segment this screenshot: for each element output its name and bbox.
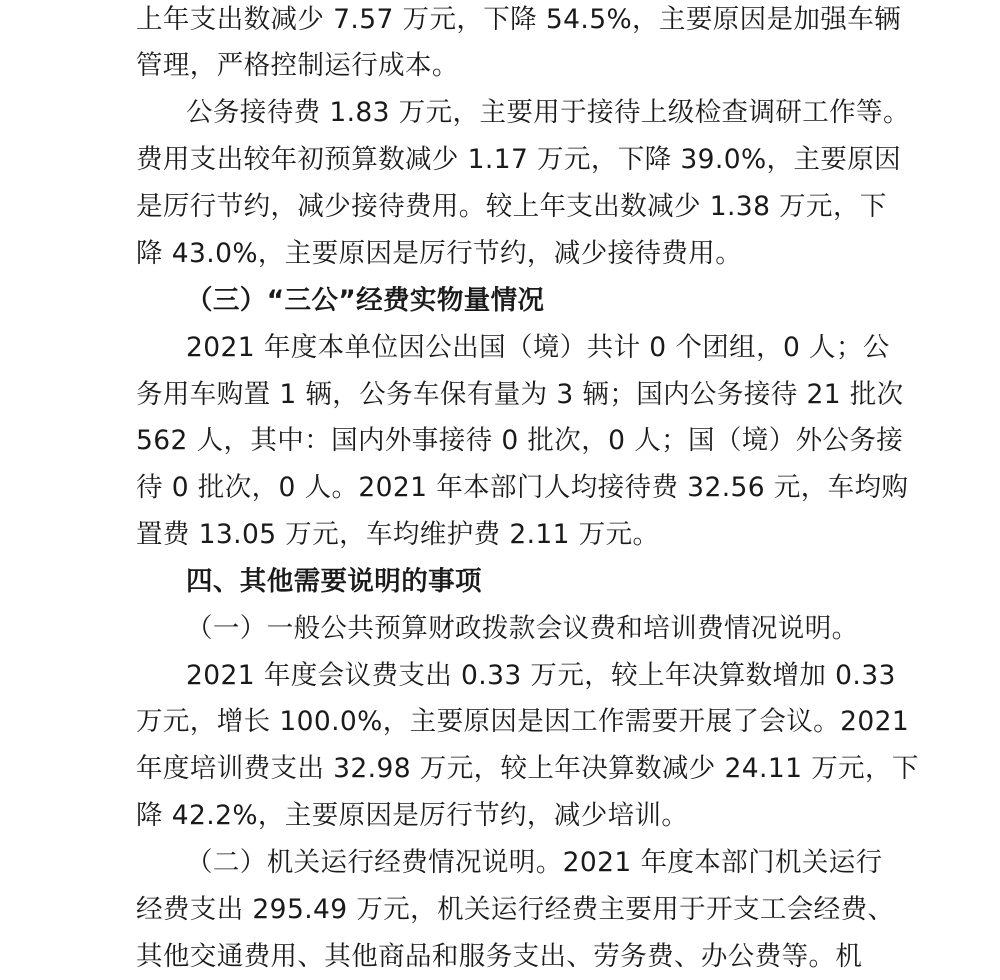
paragraph-line: 费用支出较年初预算数减少 1.17 万元，下降 39.0%，主要原因 [136, 144, 902, 175]
paragraph-line: 降 42.2%，主要原因是厉行节约，减少培训。 [136, 800, 689, 831]
paragraph-line: 年度培训费支出 32.98 万元，较上年决算数减少 24.11 万元，下 [136, 753, 919, 784]
paragraph-line: 2021 年度本单位因公出国（境）共计 0 个团组，0 人；公 [186, 332, 890, 363]
paragraph-line: 上年支出数减少 7.57 万元，下降 54.5%，主要原因是加强车辆 [136, 4, 902, 35]
paragraph-line: 经费支出 295.49 万元，机关运行经费主要用于开支工会经费、 [136, 894, 895, 925]
paragraph-line: 562 人，其中：国内外事接待 0 批次，0 人；国（境）外公务接 [136, 425, 904, 456]
paragraph-line: 公务接待费 1.83 万元，主要用于接待上级检查调研工作等。 [186, 97, 910, 128]
paragraph-line: 是厉行节约，减少接待费用。较上年支出数减少 1.38 万元，下 [136, 191, 887, 222]
paragraph-line: 降 43.0%，主要原因是厉行节约，减少接待费用。 [136, 238, 743, 269]
paragraph-line: 务用车购置 1 辆，公务车保有量为 3 辆；国内公务接待 21 批次 [136, 379, 904, 410]
paragraph-line: 置费 13.05 万元，车均维护费 2.11 万元。 [136, 519, 660, 550]
paragraph-line: 待 0 批次，0 人。2021 年本部门人均接待费 32.56 元，车均购 [136, 472, 909, 503]
section-heading: 四、其他需要说明的事项 [186, 566, 482, 597]
paragraph-line: 其他交通费用、其他商品和服务支出、劳务费、办公费等。机 [136, 941, 863, 972]
subsection-heading: （三）“三公”经费实物量情况 [186, 285, 545, 316]
paragraph-line: 万元，增长 100.0%，主要原因是因工作需要开展了会议。2021 [136, 706, 910, 737]
subsection-heading: （一）一般公共预算财政拨款会议费和培训费情况说明。 [186, 613, 859, 644]
paragraph-line: （二）机关运行经费情况说明。2021 年度本部门机关运行 [186, 847, 883, 878]
paragraph-line: 管理，严格控制运行成本。 [136, 50, 459, 81]
paragraph-line: 2021 年度会议费支出 0.33 万元，较上年决算数增加 0.33 [186, 660, 896, 691]
